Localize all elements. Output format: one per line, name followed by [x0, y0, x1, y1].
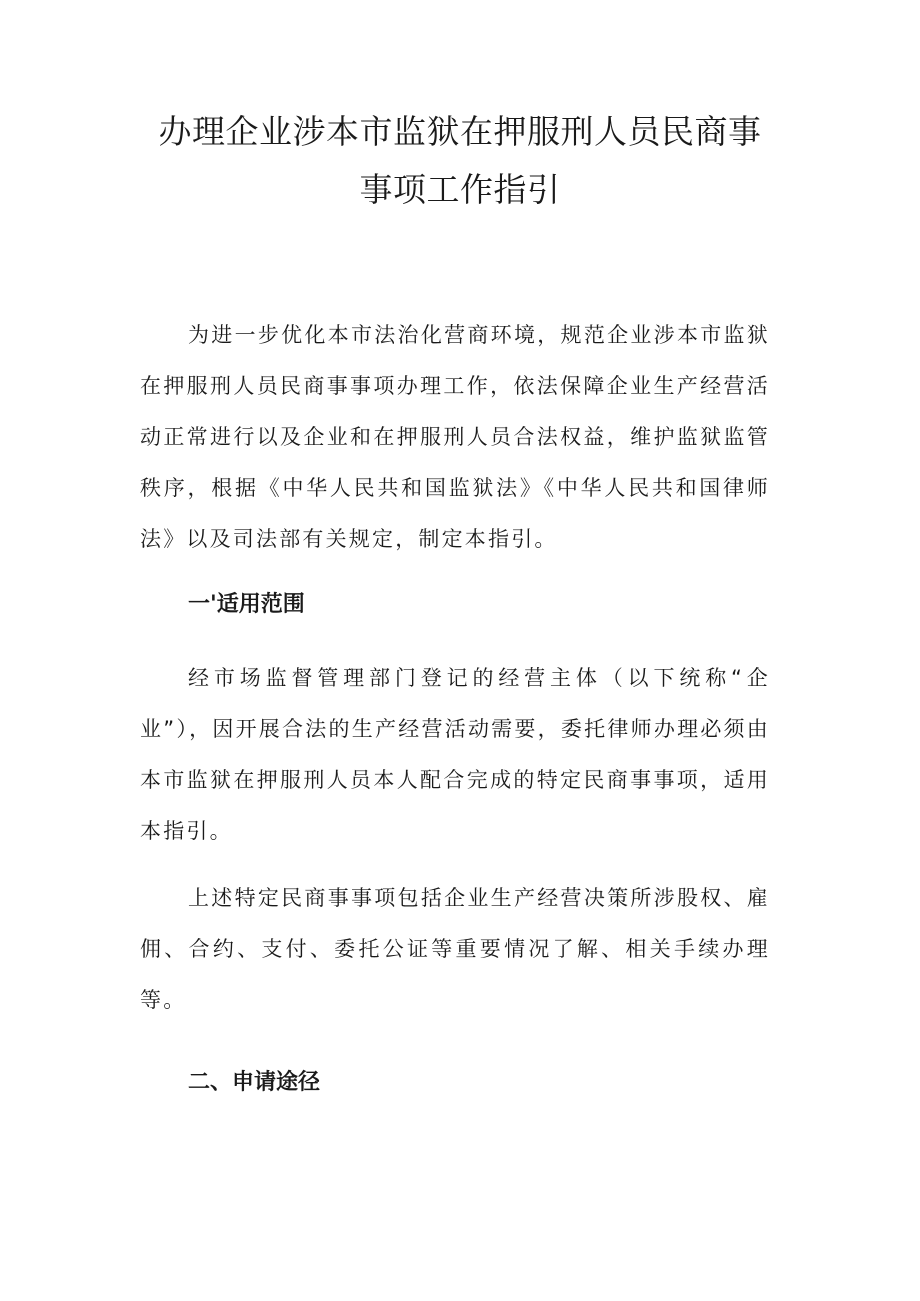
- intro-paragraph: 为进一步优化本市法治化营商环境，规范企业涉本市监狱在押服刑人员民商事事项办理工作，依法保障企业生产经营活动正常进行以及企业和在押服刑人员合法权益，维护监狱监管秩序，根据《中华人民共和国监狱法》《中华人民共和国律师法》以及司法部有关规定，制定本指引。: [140, 323, 770, 551]
- title-line-2: 事项工作指引: [359, 170, 561, 209]
- scope-detail-paragraph: 上述特定民商事事项包括企业生产经营决策所涉股权、雇佣、合约、支付、委托公证等重要情况了解、相关手续办理等。: [140, 886, 770, 1012]
- scope-paragraph: 经市场监督管理部门登记的经营主体（以下统称“企业”），因开展合法的生产经营活动需要，委托律师办理必须由本市监狱在押服刑人员本人配合完成的特定民商事事项，适用本指引。: [140, 666, 770, 843]
- document-title: [120, 103, 800, 219]
- title-line-1: 办理企业涉本市监狱在押服刑人员民商事: [158, 112, 762, 151]
- section-heading-application: 二、申请途径: [188, 1070, 321, 1095]
- section-heading-scope: 一'适用范围: [188, 592, 305, 617]
